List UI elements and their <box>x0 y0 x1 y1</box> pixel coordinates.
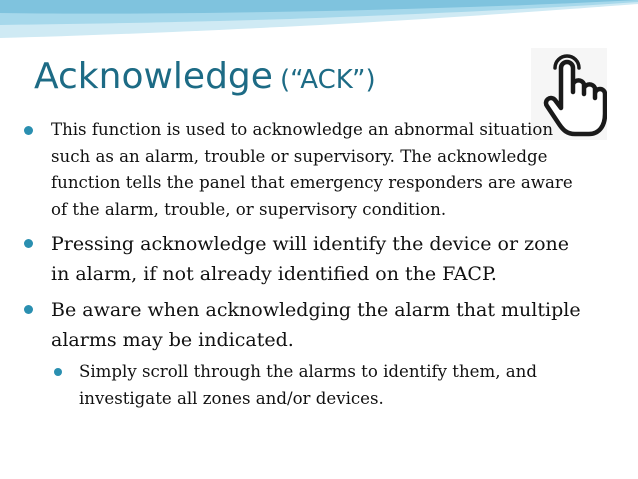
bullet-item <box>24 295 584 355</box>
bullet-item <box>24 229 584 289</box>
bullet-text: Be aware when acknowledging the alarm that multiple alarms may be indicated. <box>51 299 581 351</box>
bullet-icon <box>24 305 33 314</box>
bullet-icon <box>24 126 33 135</box>
bullet-icon <box>24 239 33 248</box>
bullet-icon <box>54 368 62 376</box>
sub-bullet-item <box>54 359 584 412</box>
title-suffix: (“ACK”) <box>280 65 376 95</box>
bullet-text: Pressing acknowledge will identify the device or zone in alarm, if not already identified on the FACP. <box>51 233 570 285</box>
bullet-text: This function is used to acknowledge an abnormal situation such as an alarm, trouble or supervisory. The acknowledge function tells the panel that emergency responders are aware of the alarm, trouble, or supervisory condition. <box>51 120 573 219</box>
bullet-list <box>24 117 584 412</box>
sub-bullet-text: Simply scroll through the alarms to identify them, and investigate all zones and/or devices. <box>79 362 537 408</box>
title-text: Acknowledge <box>34 56 273 97</box>
bullet-item <box>24 117 584 223</box>
page-title <box>34 56 376 97</box>
